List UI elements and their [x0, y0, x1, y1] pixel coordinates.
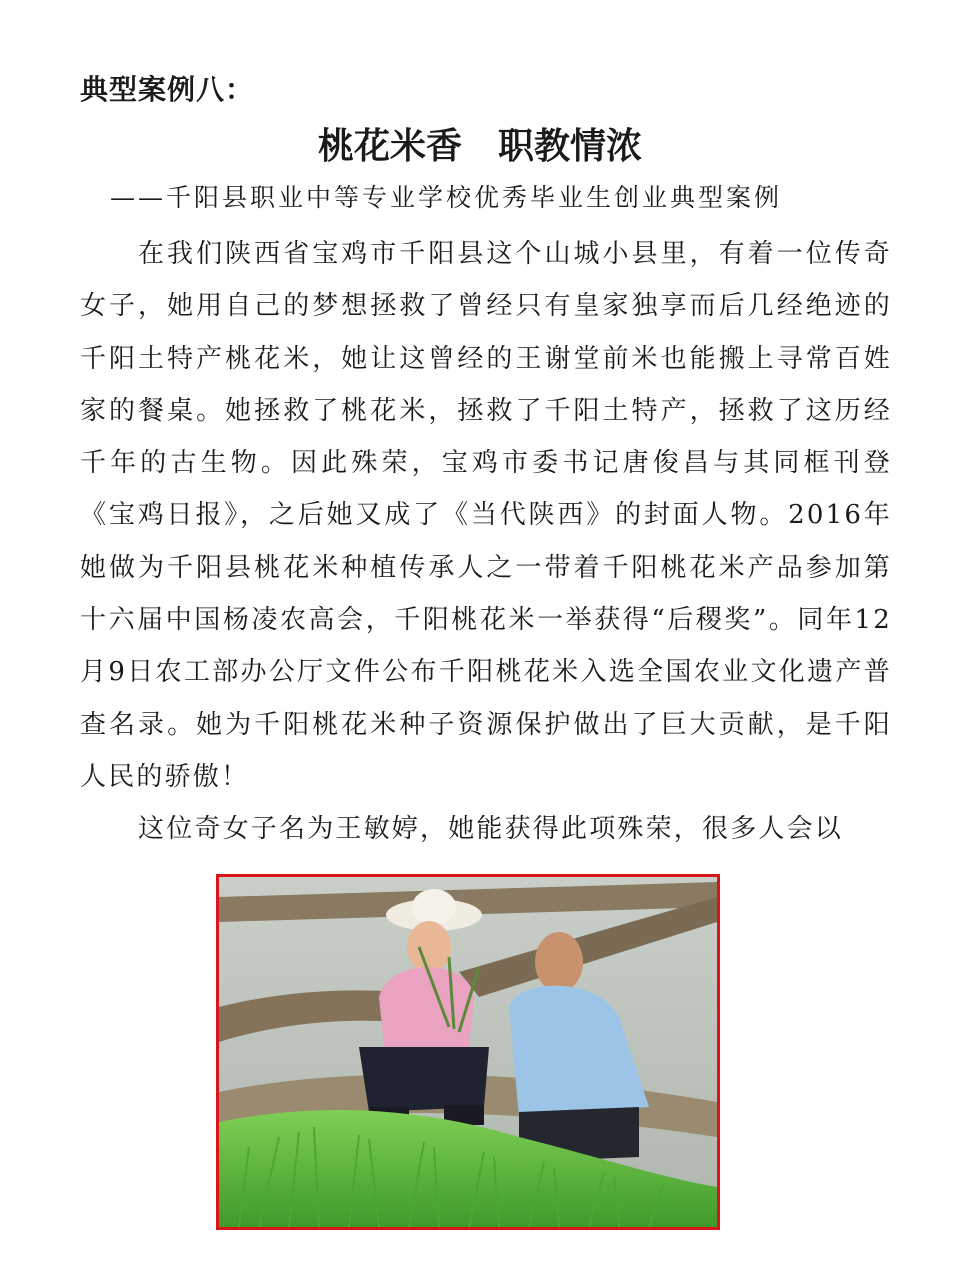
photo-rice-paddy — [216, 874, 720, 1230]
case-label: 典型案例八： — [80, 73, 255, 106]
article-body — [80, 228, 892, 856]
page-subtitle: ——千阳县职业中等专业学校优秀毕业生创业典型案例 — [110, 183, 783, 212]
paragraph-1: 在我们陕西省宝鸡市千阳县这个山城小县里，有着一位传奇女子，她用自己的梦想拯救了曾经只有皇家独享而后几经绝迹的千阳土特产桃花米，她让这曾经的王谢堂前米也能搬上寻常百姓家的餐桌。她拯救了桃花米，拯救了千阳土特产，拯救了这历经千年的古生物。因此殊荣，宝鸡市委书记唐俊昌与其同框刊登《宝鸡日报》，之后她又成了《当代陕西》的封面人物。2016年她做为千阳县桃花米种植传承人之一带着千阳桃花米产品参加第十六届中国杨凌农高会，千阳桃花米一举获得“后稷奖”。同年12月9日农工部办公厅文件公布千阳桃花米入选全国农业文化遗产普查名录。她为千阳桃花米种子资源保护做出了巨大贡献，是千阳人民的骄傲！ — [80, 239, 892, 792]
paragraph-2: 这位奇女子名为王敏婷，她能获得此项殊荣，很多人会以 — [138, 814, 844, 845]
photo-icon — [219, 877, 717, 1227]
page-title: 桃花米香 职教情浓 — [317, 126, 642, 167]
